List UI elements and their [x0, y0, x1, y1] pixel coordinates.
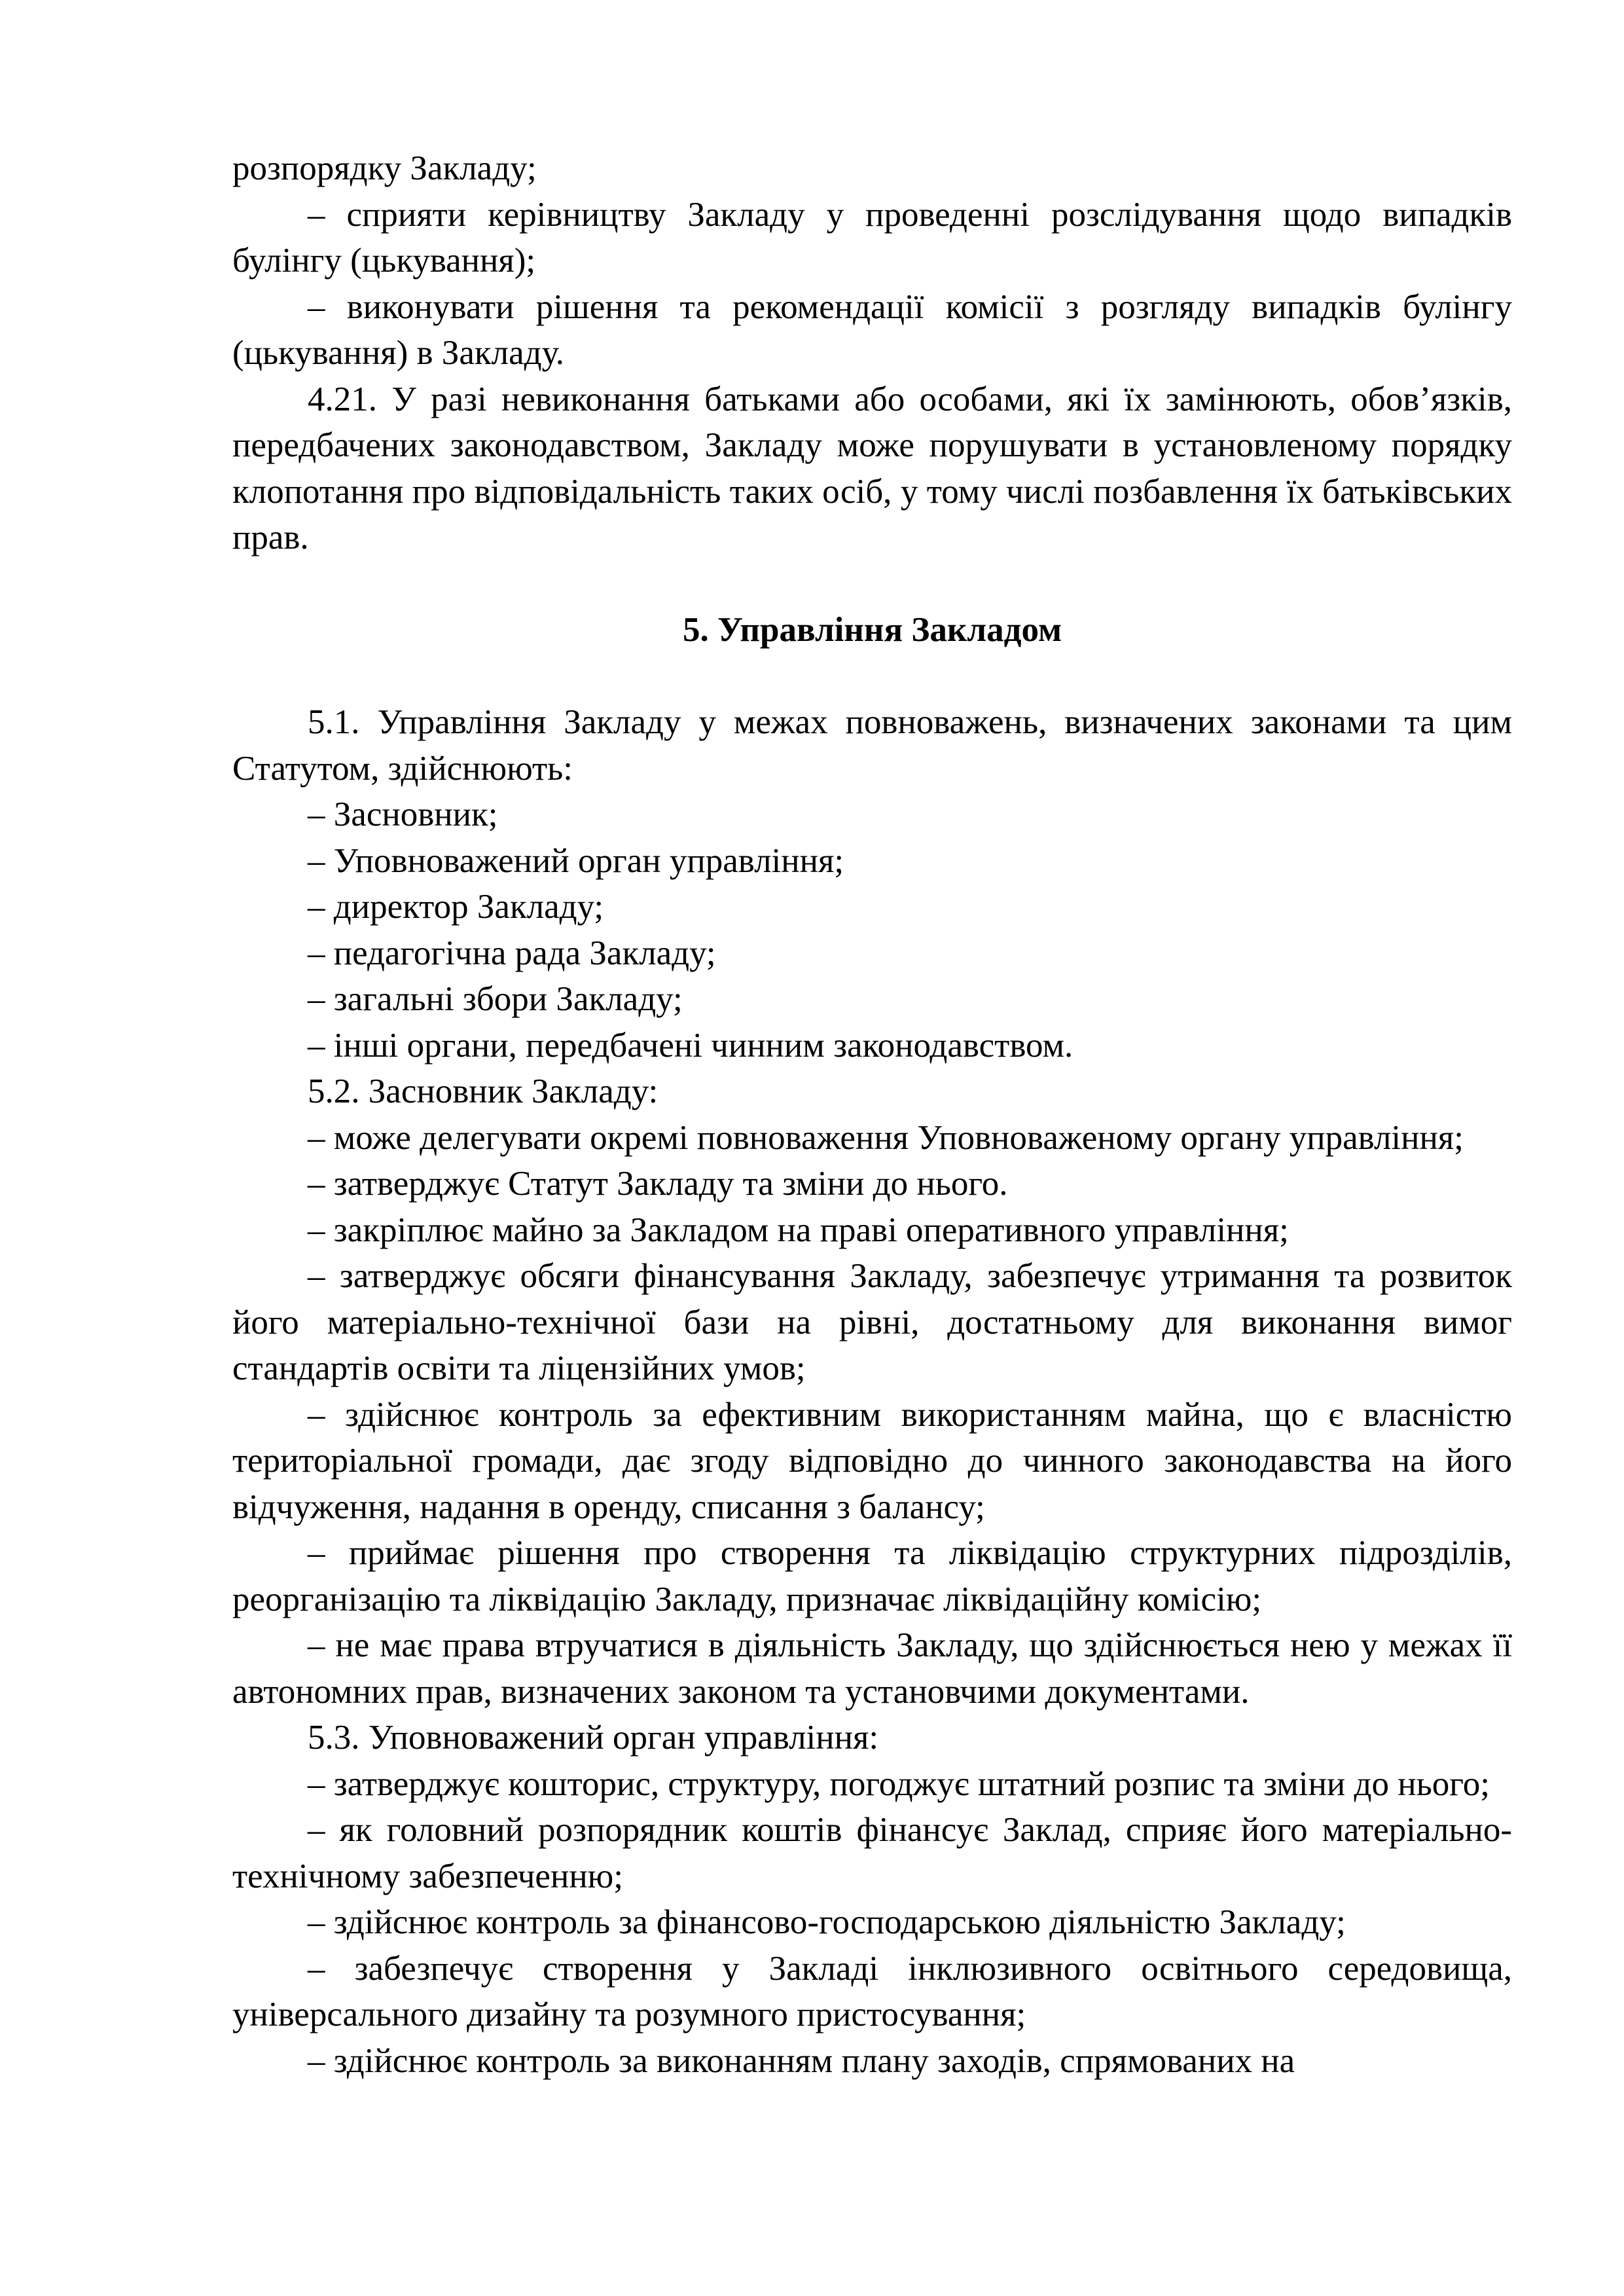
paragraph: розпорядку Закладу; — [232, 149, 537, 187]
list-item: – затверджує кошторис, структуру, погоджує штатний розпис та зміни до нього; — [308, 1764, 1490, 1803]
list-item: – затверджує обсяги фінансування Закладу, забезпечує утримання та розвиток його матеріально-технічної бази на рівні, достатньому для виконання вимог стандартів освіти та ліцензійних умов; — [232, 1257, 1512, 1387]
list-item: – Уповноважений орган управління; — [308, 841, 844, 880]
list-item: – здійснює контроль за ефективним використанням майна, що є власністю територіальної громади, дає згоду відповідно до чинного законодавства на його відчуження, надання в оренду, списання з балансу; — [232, 1395, 1512, 1526]
list-item: – забезпечує створення у Закладі інклюзивного освітнього середовища, універсального дизайну та розумного пристосування; — [232, 1949, 1512, 2033]
paragraph: 5.1. Управління Закладу у межах повноважень, визначених законами та цим Статутом, здійснюють: — [232, 703, 1512, 788]
list-item: – інші органи, передбачені чинним законодавством. — [308, 1026, 1074, 1065]
list-item: – закріплює майно за Закладом на праві оперативного управління; — [308, 1211, 1289, 1249]
section-heading: 5. Управління Закладом — [682, 611, 1062, 649]
list-item: – приймає рішення про створення та ліквідацію структурних підрозділів, реорганізацію та ліквідацію Закладу, призначає ліквідаційну комісію; — [232, 1534, 1512, 1618]
document-page — [232, 145, 1512, 2084]
list-item: – здійснює контроль за виконанням плану заходів, спрямованих на — [308, 2041, 1295, 2080]
list-item: – затверджує Статут Закладу та зміни до нього. — [308, 1165, 1008, 1203]
paragraph: – виконувати рішення та рекомендації комісії з розгляду випадків булінгу (цькування) в Закладу. — [232, 287, 1512, 372]
paragraph: – сприяти керівництву Закладу у проведенні розслідування щодо випадків булінгу (цькування); — [232, 195, 1512, 280]
list-item: – директор Закладу; — [308, 888, 604, 926]
list-item: – загальні збори Закладу; — [308, 980, 683, 1018]
paragraph: 4.21. У разі невиконання батьками або особами, які їх замінюють, обов’язків, передбачених законодавством, Закладу може порушувати в установленому порядку клопотання про відповідальність таких осіб, у тому числі позбавлення їх батьківських прав. — [232, 380, 1512, 556]
list-item: – педагогічна рада Закладу; — [308, 934, 716, 972]
paragraph: 5.2. Засновник Закладу: — [308, 1072, 659, 1110]
list-item: – здійснює контроль за фінансово-господарською діяльністю Закладу; — [308, 1903, 1346, 1941]
list-item: – може делегувати окремі повноваження Уповноваженому органу управління; — [308, 1118, 1464, 1157]
list-item: – не має права втручатися в діяльність Закладу, що здійснюється нею у межах її автономних прав, визначених законом та установчими документами. — [232, 1626, 1512, 1711]
list-item: – Засновник; — [308, 795, 498, 833]
paragraph: 5.3. Уповноважений орган управління: — [308, 1719, 879, 1757]
list-item: – як головний розпорядник коштів фінансує Заклад, сприяє його матеріально-технічному забезпеченню; — [232, 1811, 1512, 1895]
